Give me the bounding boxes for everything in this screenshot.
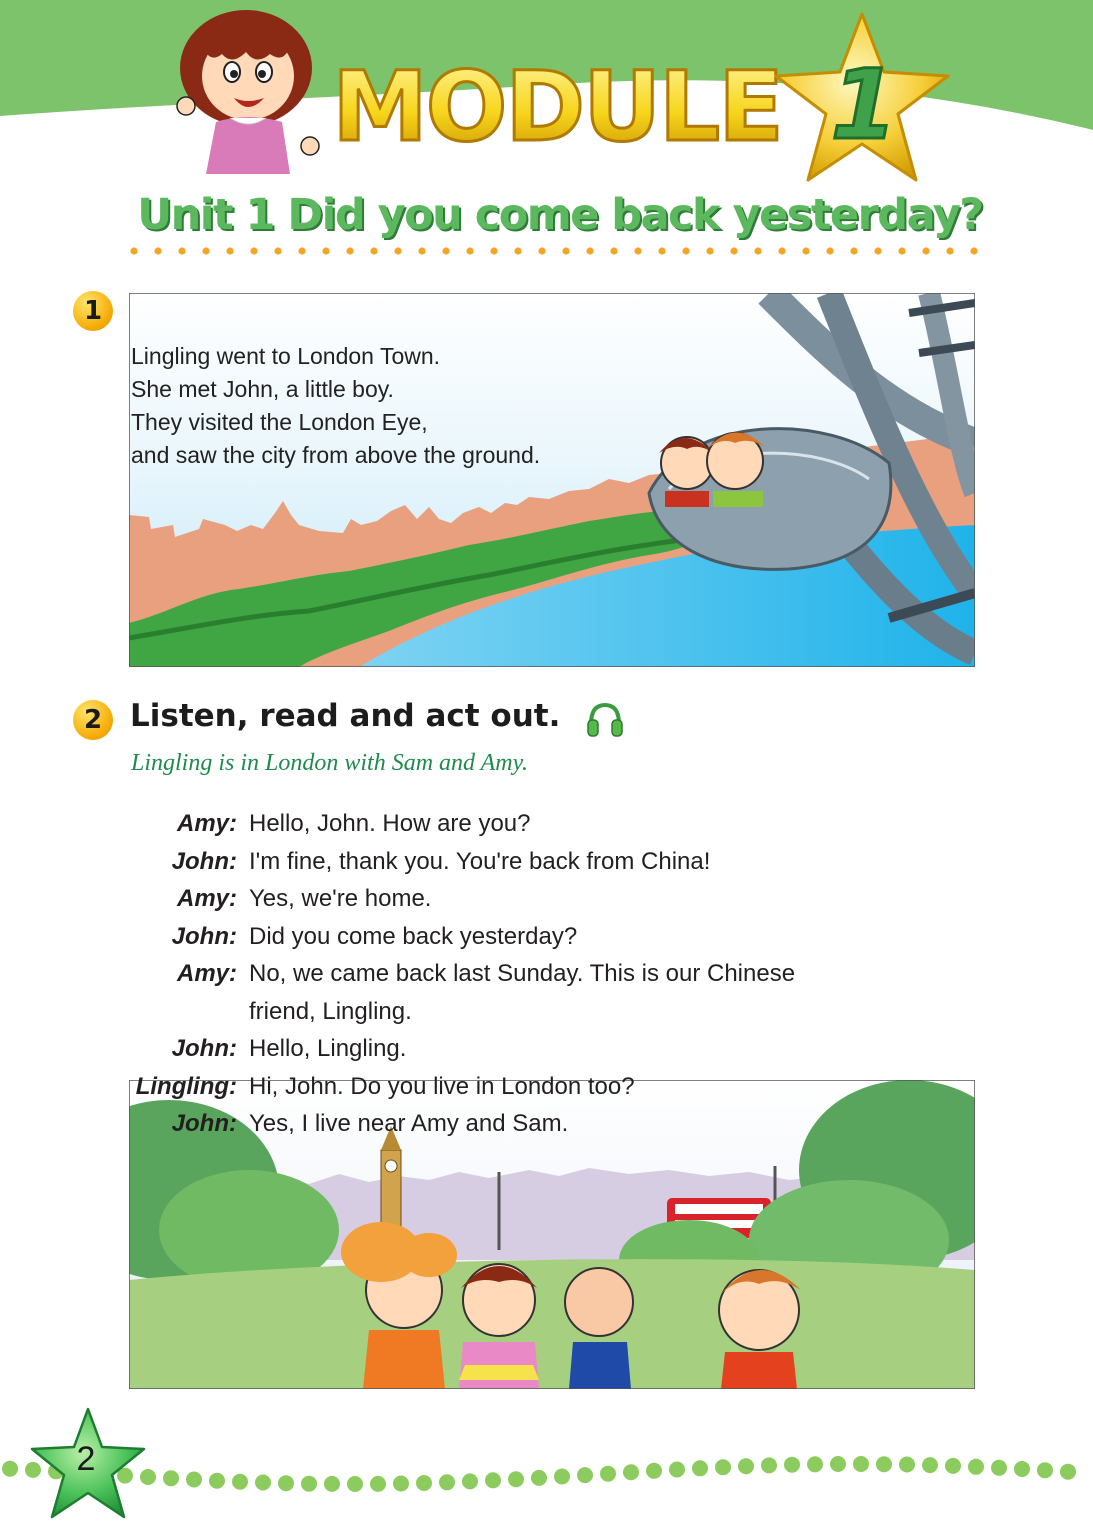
footer-dot xyxy=(876,1456,892,1472)
speaker-name: John: xyxy=(171,847,237,875)
divider-dot xyxy=(826,247,833,254)
footer-dot xyxy=(761,1457,777,1473)
divider-dot xyxy=(970,247,977,254)
footer-dot xyxy=(853,1456,869,1472)
dialogue-line xyxy=(130,1068,930,1106)
footer-dot xyxy=(922,1457,938,1473)
divider-dot xyxy=(586,247,593,254)
divider-dot xyxy=(898,247,905,254)
footer-dot xyxy=(370,1476,386,1492)
footer-dot xyxy=(807,1456,823,1472)
chant-line: Lingling went to London Town. xyxy=(131,343,441,369)
footer-dot xyxy=(830,1456,846,1472)
footer-dot xyxy=(393,1476,409,1492)
divider-dot xyxy=(562,247,569,254)
dialogue-line xyxy=(130,918,930,956)
footer-dot xyxy=(784,1457,800,1473)
chant-line: and saw the city from above the ground. xyxy=(131,442,541,468)
divider-dot xyxy=(274,247,281,254)
chant-line: She met John, a little boy. xyxy=(131,376,394,402)
scene-intro: Lingling is in London with Sam and Amy. xyxy=(131,750,528,776)
dialogue-line xyxy=(130,955,930,993)
footer-dot xyxy=(278,1475,294,1491)
dialogue-line xyxy=(130,843,930,881)
module-number-star xyxy=(768,8,956,193)
speaker-name: John: xyxy=(171,922,237,950)
dialogue-line xyxy=(130,805,930,843)
divider-dot xyxy=(442,247,449,254)
speaker-name: Amy: xyxy=(176,960,237,987)
footer-dot xyxy=(577,1467,593,1483)
divider-dot xyxy=(922,247,929,254)
dialogue-line xyxy=(130,1105,930,1143)
divider-dot xyxy=(322,247,329,254)
footer-dot xyxy=(968,1459,984,1475)
speaker-name: Amy: xyxy=(176,810,237,837)
footer-dot xyxy=(416,1475,432,1491)
divider-dot xyxy=(370,247,377,254)
divider-dot xyxy=(394,247,401,254)
divider-dot xyxy=(634,247,641,254)
footer-dot xyxy=(439,1474,455,1490)
speech-text: No, we came back last Sunday. This is our Chinese xyxy=(249,960,796,987)
divider-dot xyxy=(178,247,185,254)
speaker-name: John: xyxy=(171,1035,237,1062)
dialogue-line xyxy=(130,1030,930,1068)
divider-dot xyxy=(730,247,737,254)
footer-dot xyxy=(324,1476,340,1492)
speech-text: friend, Lingling. xyxy=(249,997,412,1025)
divider-dot xyxy=(682,247,689,254)
footer-dot xyxy=(692,1460,708,1476)
unit-title: Unit 1 Did you come back yesterday? xyxy=(137,190,983,240)
footer-dot xyxy=(1014,1461,1030,1477)
module-bubble-letters xyxy=(322,52,792,162)
footer-dot xyxy=(209,1473,225,1489)
speaker-name xyxy=(130,993,249,1031)
divider-dot xyxy=(946,247,953,254)
divider-dot xyxy=(610,247,617,254)
footer-dot xyxy=(945,1458,961,1474)
speaker-name: Amy: xyxy=(176,885,237,912)
speech-text: I'm fine, thank you. You're back from China! xyxy=(249,847,711,875)
footer-dot xyxy=(531,1470,547,1486)
divider-dot xyxy=(154,247,161,254)
speech-text: Yes, we're home. xyxy=(249,885,432,912)
footer-dot xyxy=(646,1463,662,1479)
divider-dot xyxy=(538,247,545,254)
divider-dot xyxy=(418,247,425,254)
divider-dot xyxy=(466,247,473,254)
footer-dot xyxy=(669,1462,685,1478)
chant-text xyxy=(131,340,540,472)
footer-dot xyxy=(1037,1462,1053,1478)
divider-dot xyxy=(250,247,257,254)
footer-dot xyxy=(255,1475,271,1491)
footer-dot xyxy=(991,1460,1007,1476)
footer-dot xyxy=(899,1457,915,1473)
lingling-mascot-illustration xyxy=(166,6,326,176)
speech-text: Hi, John. Do you live in London too? xyxy=(249,1072,635,1100)
title-dotted-divider xyxy=(128,244,978,258)
footer-dot xyxy=(715,1459,731,1475)
divider-dot xyxy=(778,247,785,254)
footer-dot xyxy=(485,1472,501,1488)
headphones-icon[interactable] xyxy=(586,702,624,738)
dialogue xyxy=(130,805,930,1143)
footer-dot xyxy=(462,1473,478,1489)
footer-dot xyxy=(301,1476,317,1492)
divider-dot xyxy=(754,247,761,254)
section-2-number-badge: 2 xyxy=(73,700,113,740)
divider-dot xyxy=(130,247,137,254)
footer-dot xyxy=(738,1458,754,1474)
divider-dot xyxy=(226,247,233,254)
speech-text: Hello, John. How are you? xyxy=(249,810,531,837)
footer-dot xyxy=(186,1472,202,1488)
footer-dot xyxy=(554,1469,570,1485)
divider-dot xyxy=(802,247,809,254)
speech-text: Yes, I live near Amy and Sam. xyxy=(249,1110,569,1137)
divider-dot xyxy=(202,247,209,254)
divider-dot xyxy=(850,247,857,254)
section-1-number-badge: 1 xyxy=(73,291,113,331)
divider-dot xyxy=(490,247,497,254)
speaker-name: John: xyxy=(171,1110,237,1137)
footer-dot xyxy=(347,1476,363,1492)
speech-text: Did you come back yesterday? xyxy=(249,922,578,950)
dialogue-line xyxy=(130,880,930,918)
footer-dot xyxy=(232,1474,248,1490)
page-number: 2 xyxy=(76,1440,96,1478)
footer-dotted-wave xyxy=(0,1440,1093,1500)
divider-dot xyxy=(298,247,305,254)
footer-dot xyxy=(508,1471,524,1487)
divider-dot xyxy=(658,247,665,254)
footer-dot xyxy=(623,1464,639,1480)
divider-dot xyxy=(874,247,881,254)
chant-line: They visited the London Eye, xyxy=(131,409,428,435)
footer-dot xyxy=(163,1470,179,1486)
footer-dot xyxy=(2,1461,18,1477)
speaker-name: Lingling: xyxy=(135,1072,237,1100)
section-2-title: Listen, read and act out. xyxy=(130,698,561,734)
module-word-text: MODULE xyxy=(332,52,782,162)
module-number: 1 xyxy=(830,49,898,161)
footer-dot xyxy=(1060,1464,1076,1480)
footer-dot xyxy=(600,1466,616,1482)
speech-text: Hello, Lingling. xyxy=(249,1035,407,1062)
divider-dot xyxy=(514,247,521,254)
divider-dot xyxy=(706,247,713,254)
divider-dot xyxy=(346,247,353,254)
dialogue-line xyxy=(130,993,930,1031)
